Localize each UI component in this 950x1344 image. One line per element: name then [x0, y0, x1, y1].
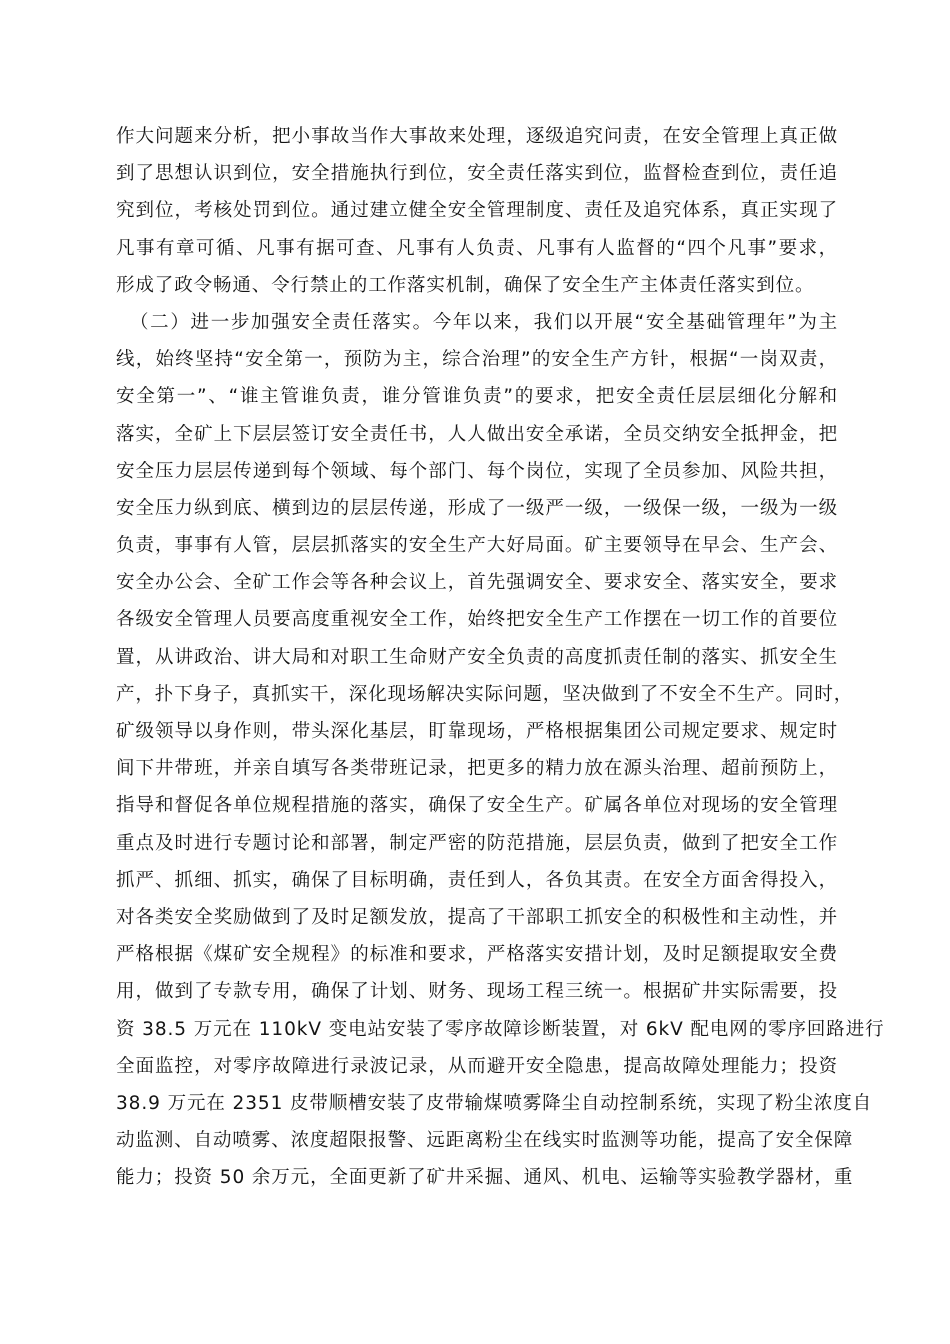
paragraph-line: 作大问题来分析，把小事故当作大事故来处理，逐级追究问责，在安全管理上真正做 — [116, 126, 838, 147]
paragraph-line: 安全办公会、全矿工作会等各种会议上，首先强调安全、要求安全、落实安全，要求 — [116, 572, 838, 594]
paragraph-line: 抓严、抓细、抓实，确保了目标明确，责任到人，各负其责。在安全方面舍得投入， — [116, 869, 838, 891]
paragraph-line: 38.9 万元在 2351 皮带顺槽安装了皮带输煤喷雾降尘自动控制系统，实现了粉尘浓度自 — [116, 1092, 873, 1114]
paragraph-line: 能力；投资 50 余万元，全面更新了矿井采掘、通风、机电、运输等实验教学器材，重 — [116, 1167, 854, 1189]
paragraph-line: 落实，全矿上下层层签订安全责任书，人人做出安全承诺，全员交纳安全抵押金，把 — [116, 423, 838, 445]
paragraph-line: 各级安全管理人员要高度重视安全工作，始终把安全生产工作摆在一切工作的首要位 — [116, 609, 838, 631]
paragraph-line: 置，从讲政治、讲大局和对职工生命财产安全负责的高度抓责任制的落实、抓安全生 — [116, 646, 838, 668]
paragraph-line: 安全压力纵到底、横到边的层层传递，形成了一级严一级，一级保一级，一级为一级 — [116, 497, 838, 519]
paragraph-line: 究到位，考核处罚到位。通过建立健全安全管理制度、责任及追究体系，真正实现了 — [116, 200, 838, 222]
paragraph-line: 对各类安全奖励做到了及时足额发放，提高了干部职工抓安全的积极性和主动性，并 — [116, 906, 838, 928]
paragraph-line: 凡事有章可循、凡事有据可查、凡事有人负责、凡事有人监督的“四个凡事”要求， — [116, 237, 838, 259]
paragraph-line: 安全第一”、“谁主管谁负责，谁分管谁负责”的要求，把安全责任层层细化分解和 — [116, 386, 838, 408]
paragraph-line: 矿级领导以身作则，带头深化基层，盯靠现场，严格根据集团公司规定要求、规定时 — [116, 721, 838, 742]
paragraph-line: 重点及时进行专题讨论和部署，制定严密的防范措施，层层负责，做到了把安全工作 — [116, 832, 838, 854]
paragraph-line: 用，做到了专款专用，确保了计划、财务、现场工程三统一。根据矿井实际需要，投 — [116, 981, 838, 1003]
paragraph-line: 安全压力层层传递到每个领域、每个部门、每个岗位，实现了全员参加、风险共担， — [116, 460, 838, 482]
paragraph-2 — [116, 304, 885, 1197]
paragraph-line: 间下井带班，并亲自填写各类带班记录，把更多的精力放在源头治理、超前预防上， — [116, 758, 838, 780]
paragraph-line: 产，扑下身子，真抓实干，深化现场解决实际问题，坚决做到了不安全不生产。同时， — [116, 683, 854, 705]
paragraph-line: 全面监控，对零序故障进行录波记录，从而避开安全隐患，提高故障处理能力；投资 — [116, 1055, 838, 1077]
paragraph-line: 形成了政令畅通、令行禁止的工作落实机制，确保了安全生产主体责任落实到位。 — [116, 274, 815, 296]
paragraph-line: 负责，事事有人管，层层抓落实的安全生产大好局面。矿主要领导在早会、生产会、 — [116, 535, 838, 557]
paragraph-line: 到了思想认识到位，安全措施执行到位，安全责任落实到位，监督检查到位，责任追 — [116, 163, 838, 185]
paragraph-line: 资 38.5 万元在 110kV 变电站安装了零序故障诊断装置，对 6kV 配电网的零序回路进行 — [116, 1018, 885, 1040]
paragraph-line: （二）进一步加强安全责任落实。今年以来，我们以开展“安全基础管理年”为主 — [130, 311, 838, 333]
paragraph-line: 指导和督促各单位规程措施的落实，确保了安全生产。矿属各单位对现场的安全管理 — [116, 795, 838, 817]
paragraph-1 — [116, 118, 838, 304]
paragraph-line: 线，始终坚持“安全第一，预防为主，综合治理”的安全生产方针，根据“一岗双责， — [116, 349, 838, 371]
document-body — [116, 118, 885, 1196]
paragraph-line: 严格根据《煤矿安全规程》的标准和要求，严格落实安措计划，及时足额提取安全费 — [116, 944, 838, 966]
paragraph-line: 动监测、自动喷雾、浓度超限报警、远距离粉尘在线实时监测等功能，提高了安全保障 — [116, 1130, 854, 1152]
